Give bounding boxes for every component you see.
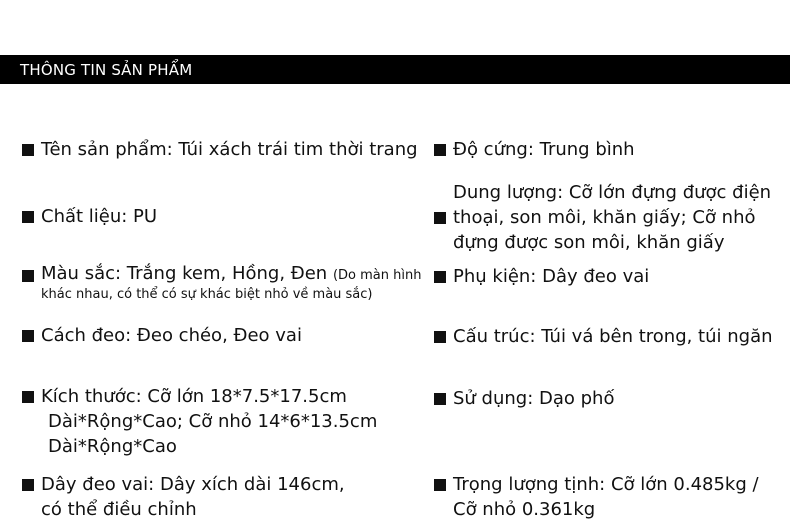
section-title: THÔNG TIN SẢN PHẨM (20, 61, 193, 79)
spec-dimensions-line-3: Dài*Rộng*Cao (48, 436, 177, 457)
section-header-bar (0, 55, 790, 84)
spec-accessory (453, 264, 649, 289)
bullet-square-icon (434, 393, 446, 405)
spec-usage-text: Sử dụng: Dạo phố (453, 388, 615, 409)
spec-capacity-line-2: thoại, son môi, khăn giấy; Cỡ nhỏ (453, 207, 756, 228)
spec-wearing-style (41, 323, 302, 348)
bullet-square-icon (22, 144, 34, 156)
bullet-square-icon (22, 211, 34, 223)
spec-product-name-text: Tên sản phẩm: Túi xách trái tim thời trang (41, 139, 418, 160)
spec-net-weight-line-1: Trọng lượng tịnh: Cỡ lớn 0.485kg / (453, 474, 759, 495)
spec-color-text: Màu sắc: Trắng kem, Hồng, Đen (41, 263, 328, 284)
spec-hardness (453, 137, 635, 162)
spec-usage (453, 386, 614, 411)
bullet-square-icon (434, 331, 446, 343)
spec-color-note-continued: khác nhau, có thể có sự khác biệt nhỏ về màu sắc) (41, 287, 373, 302)
spec-shoulder-strap-line-2: có thể điều chỉnh (41, 499, 197, 520)
bullet-square-icon (22, 479, 34, 491)
spec-dimensions-line-1: Kích thước: Cỡ lớn 18*7.5*17.5cm (41, 386, 347, 407)
spec-structure (453, 324, 773, 349)
bullet-square-icon (434, 479, 446, 491)
spec-capacity-line-1: Dung lượng: Cỡ lớn đựng được điện (453, 182, 772, 203)
spec-dimensions-line-2: Dài*Rộng*Cao; Cỡ nhỏ 14*6*13.5cm (48, 411, 378, 432)
spec-material (41, 204, 157, 229)
spec-wearing-style-text: Cách đeo: Đeo chéo, Đeo vai (41, 325, 302, 346)
spec-accessory-text: Phụ kiện: Dây đeo vai (453, 266, 650, 287)
spec-dimensions (41, 384, 347, 409)
spec-net-weight (453, 472, 759, 497)
spec-structure-text: Cấu trúc: Túi vá bên trong, túi ngăn (453, 326, 773, 347)
bullet-square-icon (22, 270, 34, 282)
spec-shoulder-strap-line-1: Dây đeo vai: Dây xích dài 146cm, (41, 474, 345, 495)
bullet-square-icon (22, 330, 34, 342)
spec-material-text: Chất liệu: PU (41, 206, 158, 227)
spec-product-name (41, 137, 418, 162)
spec-capacity-line-3: đựng được son môi, khăn giấy (453, 232, 725, 253)
bullet-square-icon (434, 144, 446, 156)
spec-shoulder-strap (41, 472, 345, 497)
spec-color (41, 261, 421, 288)
spec-net-weight-line-2: Cỡ nhỏ 0.361kg (453, 499, 596, 520)
bullet-square-icon (434, 212, 446, 224)
bullet-square-icon (434, 271, 446, 283)
spec-hardness-text: Độ cứng: Trung bình (453, 139, 635, 160)
spec-color-note: (Do màn hình (332, 268, 422, 283)
bullet-square-icon (22, 391, 34, 403)
